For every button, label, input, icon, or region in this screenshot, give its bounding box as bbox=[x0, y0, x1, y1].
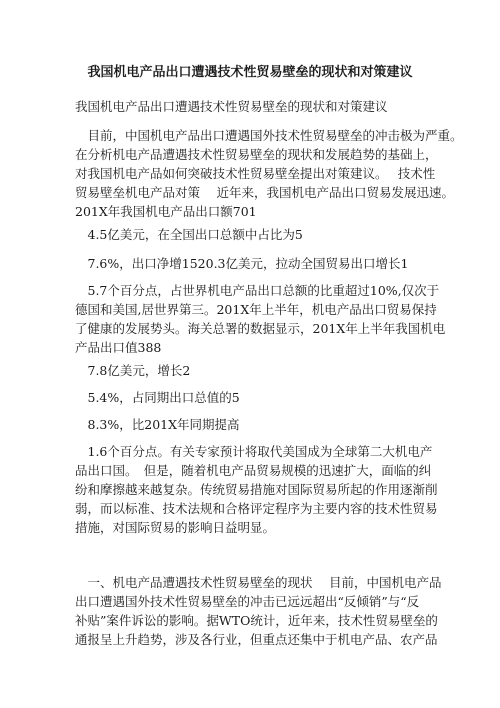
text-line: 201X年我国机电产品出口额701 bbox=[75, 204, 257, 219]
text-line: 7.6%，出口净增1520.3亿美元，拉动全国贸易出口增长1 bbox=[75, 256, 409, 271]
paragraph-section-one bbox=[75, 573, 445, 649]
paragraph-world-rank bbox=[75, 281, 445, 357]
paragraph-export-share bbox=[75, 225, 445, 244]
paragraph-period-share bbox=[75, 388, 445, 407]
text-line: 我国机电产品出口遭遇技术性贸易壁垒的现状和对策建议 bbox=[75, 99, 388, 114]
text-line: 品出口国。 但是，随着机电产品贸易规模的迅速扩大，面临的纠 bbox=[75, 463, 432, 478]
text-line: 产品出口值388 bbox=[75, 340, 162, 355]
text-line: 对我国机电产品如何突破技术性贸易壁垒提出对策建议。 技术性 bbox=[75, 166, 436, 181]
paragraph-yoy bbox=[75, 415, 445, 434]
text-line: 出口遭遇国外技术性贸易壁垒的冲击已远远超出“反倾销”与“反 bbox=[75, 594, 420, 609]
paragraph-intro bbox=[75, 126, 463, 221]
paragraph-outlook bbox=[75, 442, 445, 537]
text-line: 5.4%，占同期出口总值的5 bbox=[75, 390, 240, 405]
text-line: 4.5亿美元，在全国出口总额中占比为5 bbox=[75, 227, 303, 242]
paragraph-subtitle bbox=[75, 97, 445, 116]
text-line: 7.8亿美元，增长2 bbox=[75, 363, 191, 378]
text-line: 一、机电产品遭遇技术性贸易壁垒的现状 目前，中国机电产品 bbox=[75, 575, 442, 590]
text-line: 纷和摩擦越来越复杂。传统贸易措施对国际贸易所起的作用逐渐削 bbox=[75, 482, 438, 497]
text-line: 目前，中国机电产品出口遭遇国外技术性贸易壁垒的冲击极为严重。 bbox=[75, 128, 463, 143]
text-line: 贸易壁垒机电产品对策 近年来，我国机电产品出口贸易发展迅速。 bbox=[75, 185, 454, 200]
paragraph-net-growth bbox=[75, 254, 445, 273]
text-line: 德国和美国,居世界第三。201X年上半年，机电产品出口贸易保持 bbox=[75, 302, 437, 317]
text-line: 了健康的发展势头。海关总署的数据显示，201X年上半年我国机电 bbox=[75, 321, 446, 336]
text-line: 弱，而以标准、技术法规和合格评定程序为主要内容的技术性贸易 bbox=[75, 501, 438, 516]
text-line: 5.7个百分点，占世界机电产品出口总额的比重超过10%,仅次于 bbox=[75, 283, 440, 298]
text-line: 措施，对国际贸易的影响日益明显。 bbox=[75, 520, 276, 535]
text-line: 通报呈上升趋势，涉及各行业，但重点还集中于机电产品、农产品 bbox=[75, 632, 438, 647]
text-line: 补贴”案件诉讼的影响。据WTO统计，近年来，技术性贸易壁垒的 bbox=[75, 613, 438, 628]
paragraph-half-year-growth bbox=[75, 361, 445, 380]
document-title: 我国机电产品出口遭遇技术性贸易壁垒的现状和对策建议 bbox=[87, 65, 413, 80]
text-line: 1.6个百分点。有关专家预计将取代美国成为全球第二大机电产 bbox=[75, 444, 433, 459]
text-line: 在分析机电产品遭遇技术性贸易壁垒的现状和发展趋势的基础上， bbox=[75, 147, 438, 162]
text-line: 8.3%，比201X年同期提高 bbox=[75, 417, 240, 432]
